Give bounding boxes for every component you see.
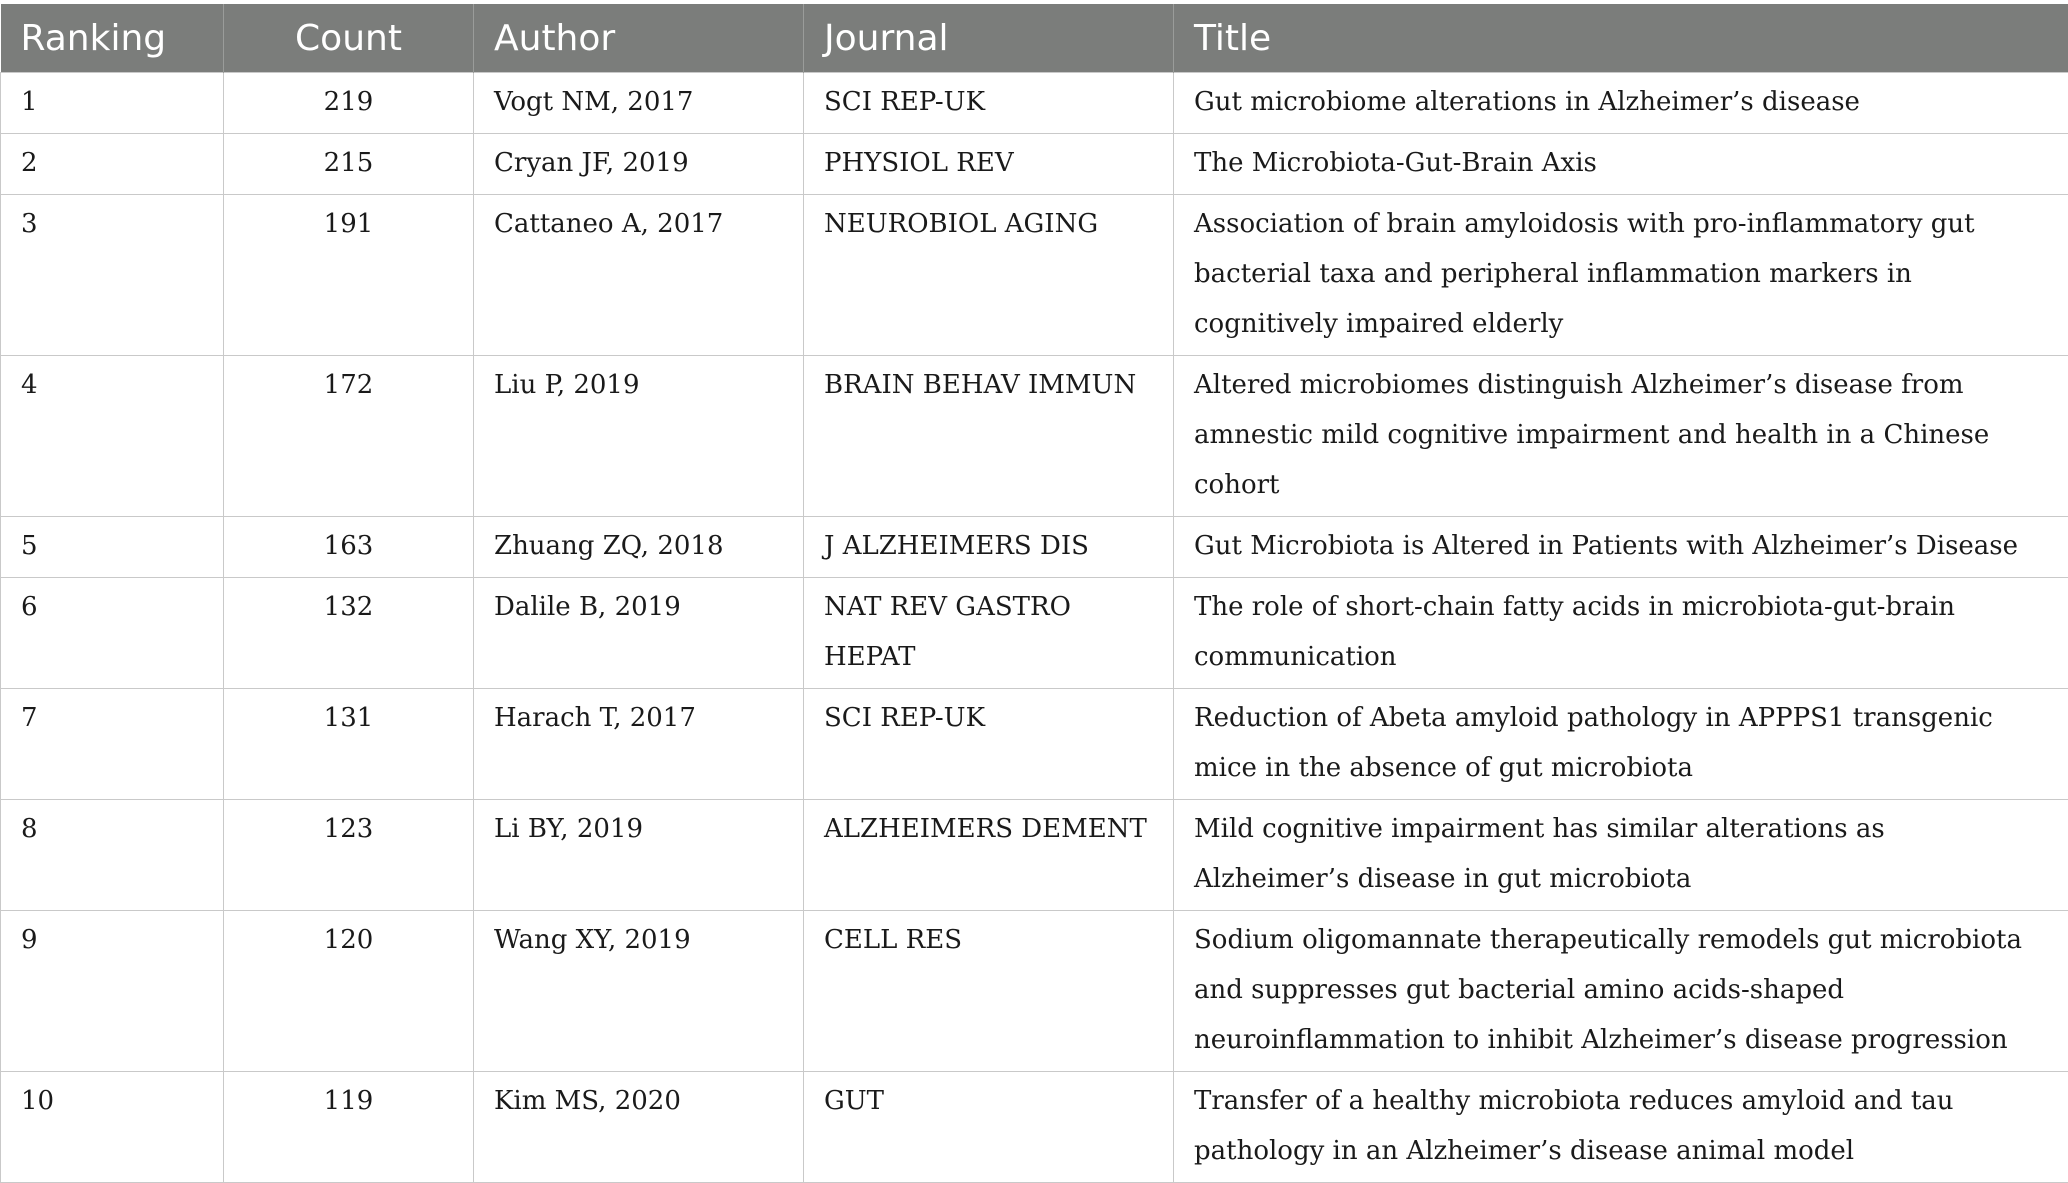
table-row <box>1 134 2068 195</box>
cell-count: 215 <box>224 134 474 195</box>
cell-author: Zhuang ZQ, 2018 <box>474 517 804 578</box>
cell-title: Transfer of a healthy microbiota reduces amyloid and tau pathology in an Alzheimer’s disease animal model <box>1174 1072 2068 1183</box>
cell-count: 132 <box>224 578 474 689</box>
cell-ranking: 10 <box>1 1072 224 1183</box>
cell-title: Sodium oligomannate therapeutically remodels gut microbiota and suppresses gut bacterial amino acids-shaped neuroinflammation to inhibit Alzheimer’s disease progression <box>1174 911 2068 1072</box>
header-row <box>1 4 2068 73</box>
cell-count: 119 <box>224 1072 474 1183</box>
cell-journal: NEUROBIOL AGING <box>804 195 1174 356</box>
cell-ranking: 3 <box>1 195 224 356</box>
cell-author: Wang XY, 2019 <box>474 911 804 1072</box>
cell-ranking: 6 <box>1 578 224 689</box>
cell-ranking: 5 <box>1 517 224 578</box>
cell-count: 120 <box>224 911 474 1072</box>
column-header-author: Author <box>474 4 804 73</box>
top-cited-references-table-wrapper <box>0 4 2068 1183</box>
cell-journal: SCI REP-UK <box>804 689 1174 800</box>
cell-journal: NAT REV GASTRO HEPAT <box>804 578 1174 689</box>
table-row <box>1 689 2068 800</box>
table-row <box>1 800 2068 911</box>
cell-title: Altered microbiomes distinguish Alzheimer’s disease from amnestic mild cognitive impairment and health in a Chinese cohort <box>1174 356 2068 517</box>
cell-author: Cryan JF, 2019 <box>474 134 804 195</box>
cell-journal: CELL RES <box>804 911 1174 1072</box>
cell-author: Kim MS, 2020 <box>474 1072 804 1183</box>
cell-ranking: 7 <box>1 689 224 800</box>
table-row <box>1 517 2068 578</box>
cell-ranking: 4 <box>1 356 224 517</box>
column-header-count: Count <box>224 4 474 73</box>
cell-title: Gut microbiome alterations in Alzheimer’s disease <box>1174 73 2068 134</box>
cell-title: Association of brain amyloidosis with pro-inflammatory gut bacterial taxa and peripheral inflammation markers in cognitively impaired elderly <box>1174 195 2068 356</box>
cell-author: Li BY, 2019 <box>474 800 804 911</box>
cell-author: Dalile B, 2019 <box>474 578 804 689</box>
column-header-journal: Journal <box>804 4 1174 73</box>
top-cited-references-table <box>0 4 2068 1183</box>
cell-author: Vogt NM, 2017 <box>474 73 804 134</box>
cell-count: 123 <box>224 800 474 911</box>
cell-ranking: 8 <box>1 800 224 911</box>
table-row <box>1 911 2068 1072</box>
cell-ranking: 2 <box>1 134 224 195</box>
cell-ranking: 9 <box>1 911 224 1072</box>
table-row <box>1 195 2068 356</box>
cell-ranking: 1 <box>1 73 224 134</box>
cell-author: Cattaneo A, 2017 <box>474 195 804 356</box>
column-header-ranking: Ranking <box>1 4 224 73</box>
cell-title: Gut Microbiota is Altered in Patients with Alzheimer’s Disease <box>1174 517 2068 578</box>
cell-count: 172 <box>224 356 474 517</box>
table-header <box>1 4 2068 73</box>
cell-title: Reduction of Abeta amyloid pathology in APPPS1 transgenic mice in the absence of gut microbiota <box>1174 689 2068 800</box>
cell-author: Liu P, 2019 <box>474 356 804 517</box>
cell-journal: GUT <box>804 1072 1174 1183</box>
cell-author: Harach T, 2017 <box>474 689 804 800</box>
table-row <box>1 578 2068 689</box>
cell-journal: ALZHEIMERS DEMENT <box>804 800 1174 911</box>
cell-journal: BRAIN BEHAV IMMUN <box>804 356 1174 517</box>
cell-count: 163 <box>224 517 474 578</box>
table-row <box>1 356 2068 517</box>
table-row <box>1 1072 2068 1183</box>
table-row <box>1 73 2068 134</box>
table-body <box>1 73 2068 1183</box>
cell-title: Mild cognitive impairment has similar alterations as Alzheimer’s disease in gut microbiota <box>1174 800 2068 911</box>
cell-journal: PHYSIOL REV <box>804 134 1174 195</box>
cell-title: The Microbiota-Gut-Brain Axis <box>1174 134 2068 195</box>
cell-count: 219 <box>224 73 474 134</box>
cell-journal: J ALZHEIMERS DIS <box>804 517 1174 578</box>
cell-count: 191 <box>224 195 474 356</box>
cell-count: 131 <box>224 689 474 800</box>
column-header-title: Title <box>1174 4 2068 73</box>
cell-title: The role of short-chain fatty acids in microbiota-gut-brain communication <box>1174 578 2068 689</box>
cell-journal: SCI REP-UK <box>804 73 1174 134</box>
